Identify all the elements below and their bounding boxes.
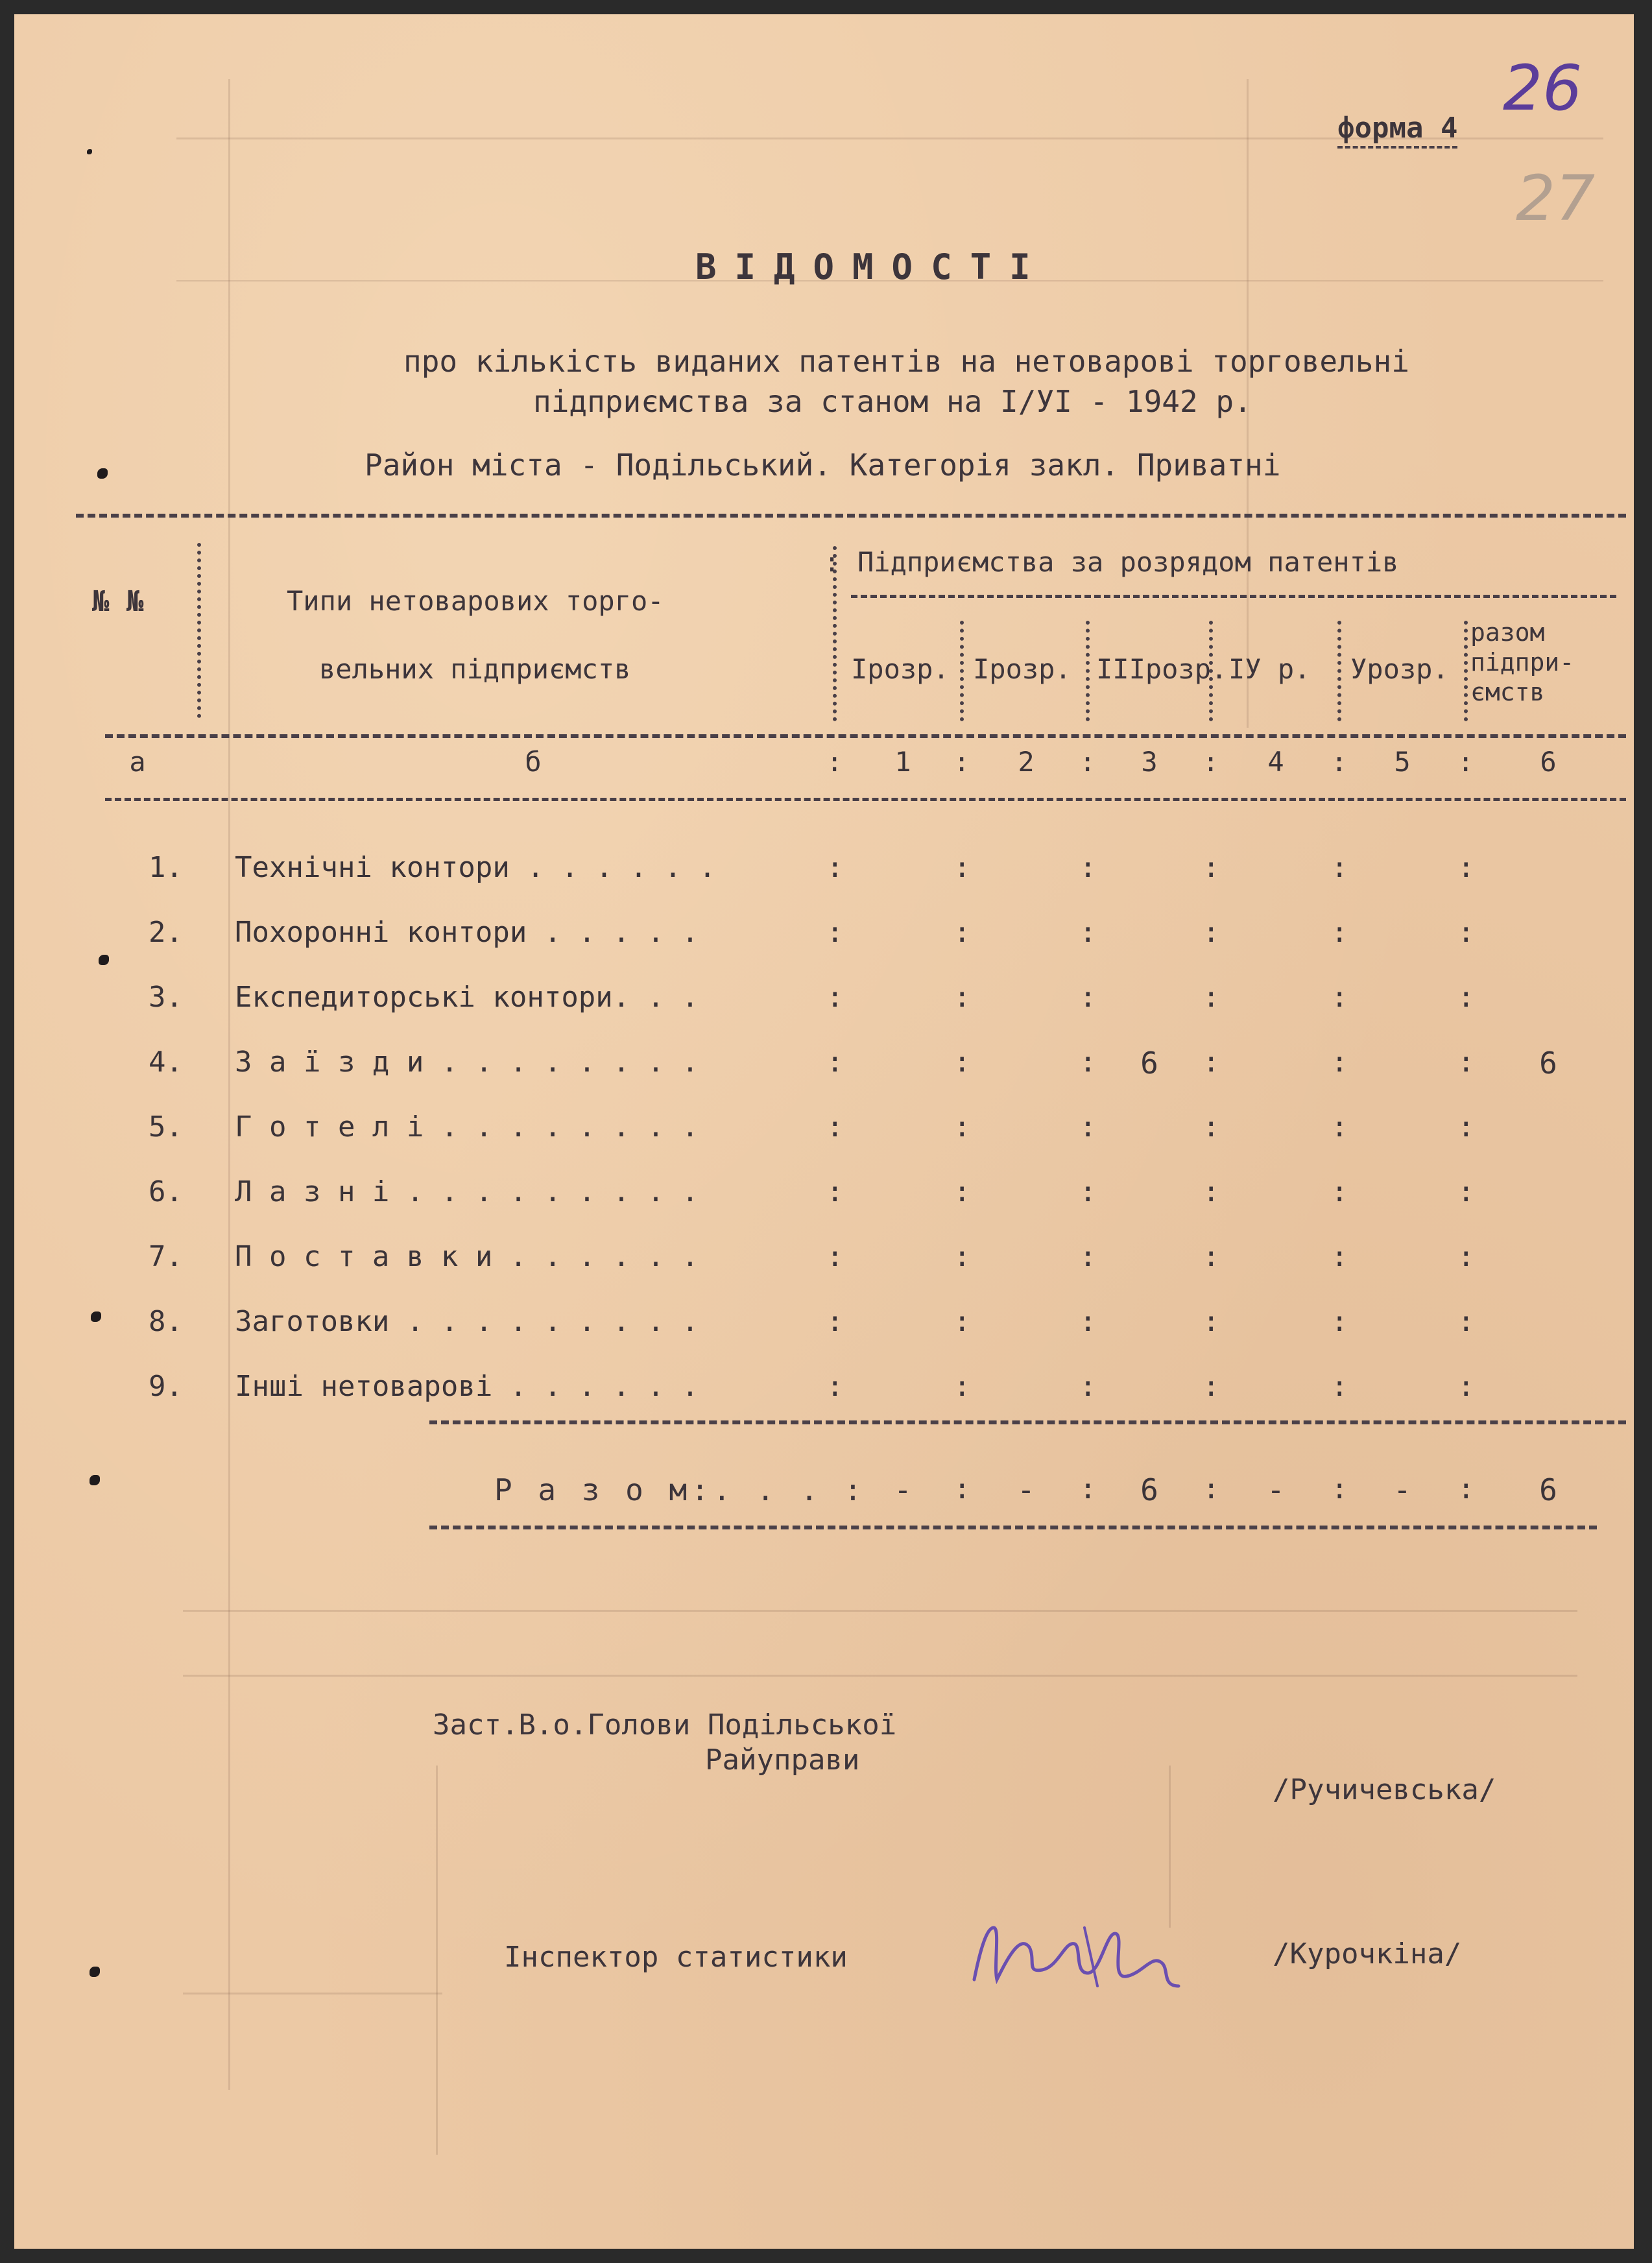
column-separator: : <box>953 916 971 949</box>
ghost-line <box>183 1993 442 1994</box>
col-index-4: 4 <box>1267 746 1284 778</box>
column-separator: : <box>953 1472 971 1505</box>
column-separator: : <box>953 851 971 884</box>
row-label: З а ї з д и . . . . . . . . <box>235 1046 699 1079</box>
binding-hole <box>90 1967 100 1977</box>
column-separator: : <box>1079 1305 1097 1338</box>
header-group-rule <box>851 595 1616 598</box>
column-separator: : <box>1331 851 1348 884</box>
header-col-3: ІІІрозр. <box>1096 653 1228 685</box>
deputy-title-line-2: Райуправи <box>705 1743 860 1777</box>
column-separator: : <box>1457 1472 1475 1505</box>
document-title: ВІДОМОСТІ <box>695 246 1049 287</box>
header-divider <box>833 546 837 721</box>
row-number: 6. <box>149 1175 183 1208</box>
column-separator: : <box>1331 1370 1348 1403</box>
column-separator: : <box>826 1370 844 1403</box>
column-separator: : <box>1079 1110 1097 1143</box>
column-separator: : <box>1079 981 1097 1014</box>
row-number: 5. <box>149 1110 183 1143</box>
row-label: Технічні контори . . . . . . <box>235 851 716 884</box>
deputy-title-line-1: Заст.В.о.Голови Подільської <box>433 1708 897 1742</box>
column-separator: : <box>1457 1240 1475 1273</box>
document-page <box>14 14 1634 2249</box>
column-separator: : <box>826 1175 844 1208</box>
column-separator: : <box>1079 916 1097 949</box>
column-separator: : <box>953 1305 971 1338</box>
column-separator: : <box>1331 1240 1348 1273</box>
row-number: 9. <box>149 1370 183 1403</box>
inspector-name: /Курочкіна/ <box>1273 1937 1462 1970</box>
column-separator: : <box>1331 1046 1348 1079</box>
header-col-2: Ірозр. <box>973 653 1071 685</box>
column-separator: : <box>1457 981 1475 1014</box>
total-value-col-4: - <box>1267 1472 1285 1507</box>
column-separator: : <box>826 1046 844 1079</box>
header-divider <box>197 543 201 718</box>
column-separator: : <box>1079 1370 1097 1403</box>
col-index-colons: : <box>953 746 970 778</box>
column-separator: : <box>1203 1472 1220 1505</box>
ghost-line <box>1169 1766 1171 1928</box>
column-separator: : <box>953 1175 971 1208</box>
column-separator: : <box>826 1110 844 1143</box>
column-separator: : <box>1203 981 1220 1014</box>
row-value-col-3: 6 <box>1140 1046 1158 1081</box>
col-index-5: 5 <box>1394 746 1411 778</box>
column-separator: : <box>1203 1305 1220 1338</box>
binding-hole <box>91 1311 101 1322</box>
total-value-col-2: - <box>1017 1472 1035 1507</box>
column-separator: : <box>953 981 971 1014</box>
header-divider <box>1464 621 1468 721</box>
row-number: 8. <box>149 1305 183 1338</box>
row-label: Інші нетоварові . . . . . . <box>235 1370 699 1403</box>
district-line: Район міста - Подільський. Категорія закл. Приватні <box>365 448 1281 483</box>
row-label: П о с т а в к и . . . . . . <box>235 1240 699 1273</box>
ghost-line <box>228 79 230 2090</box>
binding-hole <box>90 1475 100 1485</box>
col-index-a: а <box>129 746 146 778</box>
col-index-2: 2 <box>1018 746 1035 778</box>
header-group-colon: : <box>824 546 841 578</box>
total-value-col-6: 6 <box>1539 1472 1557 1507</box>
index-bottom-rule <box>105 798 1626 801</box>
archive-folio-number: 26 <box>1503 52 1583 125</box>
col-index-3: 3 <box>1141 746 1158 778</box>
column-separator: : <box>1203 851 1220 884</box>
row-number: 2. <box>149 916 183 949</box>
binding-hole <box>97 468 108 479</box>
col-index-colons: : <box>1079 746 1096 778</box>
header-divider <box>960 621 964 721</box>
header-type-line-2: вельних підприємств <box>319 653 631 685</box>
column-separator: : <box>1457 1370 1475 1403</box>
row-label: Похоронні контори . . . . . <box>235 916 699 949</box>
column-separator: : <box>826 916 844 949</box>
header-col-1: Ірозр. <box>851 653 950 685</box>
row-label: Г о т е л і . . . . . . . . <box>235 1110 699 1143</box>
subtitle-line-1: про кількість виданих патентів на нетоварові торговельні <box>403 344 1409 379</box>
col-index-colons: : <box>1203 746 1219 778</box>
header-col-6: разом підпри- ємств <box>1470 618 1575 706</box>
subtitle-line-2: підприємства за станом на І/УІ - 1942 р. <box>533 384 1252 419</box>
row-value-col-6: 6 <box>1539 1046 1557 1081</box>
header-col-5: Урозр. <box>1350 653 1449 685</box>
col-index-colons: : <box>1331 746 1348 778</box>
total-value-col-3: 6 <box>1140 1472 1158 1507</box>
column-separator: : <box>1203 1046 1220 1079</box>
row-number: 1. <box>149 851 183 884</box>
column-separator: : <box>826 851 844 884</box>
column-separator: : <box>826 1305 844 1338</box>
column-separator: : <box>953 1110 971 1143</box>
column-separator: : <box>1079 1046 1097 1079</box>
row-number: 3. <box>149 981 183 1014</box>
column-separator: : <box>1079 1175 1097 1208</box>
row-label: Експедиторські контори. . . <box>235 981 699 1014</box>
ghost-line <box>183 1675 1577 1677</box>
deputy-name: /Ручичевська/ <box>1273 1773 1496 1806</box>
header-divider <box>1337 621 1341 721</box>
column-separator: : <box>953 1046 971 1079</box>
table-top-rule <box>76 514 1626 518</box>
header-bottom-rule <box>105 734 1626 738</box>
column-separator: : <box>1079 1472 1097 1505</box>
table-bottom-rule <box>429 1420 1626 1424</box>
column-separator: : <box>1331 1110 1348 1143</box>
total-label: Р а з о м:. . . : <box>494 1472 866 1507</box>
inspector-title: Інспектор статистики <box>504 1941 848 1974</box>
column-separator: : <box>1457 916 1475 949</box>
col-index-6: 6 <box>1540 746 1557 778</box>
binding-hole <box>99 955 109 965</box>
column-separator: : <box>1079 1240 1097 1273</box>
column-separator: : <box>1331 981 1348 1014</box>
header-col-4: ІУ р. <box>1228 653 1311 685</box>
col-index-b: б <box>525 746 542 778</box>
row-number: 7. <box>149 1240 183 1273</box>
column-separator: : <box>1457 1110 1475 1143</box>
column-separator: : <box>1331 1175 1348 1208</box>
header-type-line-1: Типи нетоварових торго- <box>287 585 664 617</box>
column-separator: : <box>1203 1110 1220 1143</box>
total-value-col-1: - <box>894 1472 912 1507</box>
col-index-1: 1 <box>894 746 911 778</box>
column-separator: : <box>1079 851 1097 884</box>
column-separator: : <box>953 1240 971 1273</box>
header-divider <box>1086 621 1090 721</box>
col-index-colons: : <box>826 746 843 778</box>
row-label: Л а з н і . . . . . . . . . <box>235 1175 699 1208</box>
column-separator: : <box>1457 1305 1475 1338</box>
column-separator: : <box>1457 1175 1475 1208</box>
column-separator: : <box>1331 1472 1348 1505</box>
column-separator: : <box>1203 1240 1220 1273</box>
row-number: 4. <box>149 1046 183 1079</box>
binding-hole <box>87 149 92 154</box>
header-number: № № <box>92 585 144 618</box>
column-separator: : <box>826 1240 844 1273</box>
row-label: Заготовки . . . . . . . . . <box>235 1305 699 1338</box>
col-index-colons: : <box>1457 746 1474 778</box>
total-value-col-5: - <box>1393 1472 1411 1507</box>
form-label: форма 4 <box>1337 112 1457 149</box>
column-separator: : <box>826 981 844 1014</box>
column-separator: : <box>1331 1305 1348 1338</box>
column-separator: : <box>1457 1046 1475 1079</box>
total-bottom-rule <box>429 1526 1597 1529</box>
column-separator: : <box>953 1370 971 1403</box>
header-group-title: Підприємства за розрядом патентів <box>857 546 1399 578</box>
column-separator: : <box>1457 851 1475 884</box>
column-separator: : <box>1203 1370 1220 1403</box>
ghost-line <box>183 1610 1577 1612</box>
ghost-line <box>436 1766 438 2155</box>
handwritten-signature <box>968 1908 1201 1999</box>
column-separator: : <box>1203 916 1220 949</box>
column-separator: : <box>1331 916 1348 949</box>
column-separator: : <box>1203 1175 1220 1208</box>
archive-folio-crossed: 27 <box>1516 162 1596 235</box>
